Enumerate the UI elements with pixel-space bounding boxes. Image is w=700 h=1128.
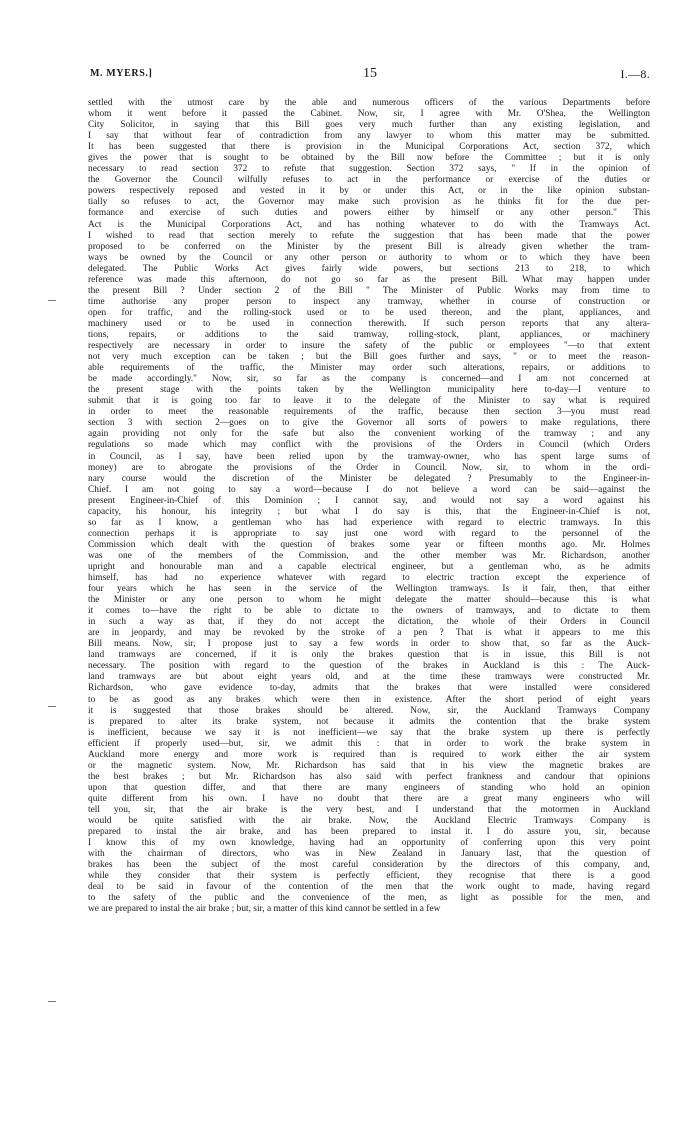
text-line: four years which he has seen in the service of the Wellington tramways. Is it fair, then, that either bbox=[88, 584, 650, 595]
text-line: tell you, sir, that the air brake is the very best, and I understand that the motormen in Auckland bbox=[88, 805, 650, 815]
document-reference: I.—8. bbox=[620, 67, 650, 81]
text-line: brakes has been the subject of the most careful consideration by the directors of this company, and, bbox=[88, 860, 650, 871]
text-line: again providing not only for the safe but also the convenient working of the tramway ; and any bbox=[88, 429, 650, 440]
text-line: Commission which dealt with the question of brakes some year or fifteen months ago. Mr. Holmes bbox=[88, 539, 650, 550]
text-line: so far as I know, a gentleman who has had experience with regard to electric tramways. In this bbox=[88, 517, 650, 528]
text-line: money) are to abrogate the provisions of the Order in Council. Now, sir, to whom in the ordi- bbox=[88, 462, 650, 473]
text-line: Richardson, who gave evidence to-day, admits that the brakes that were installed were considered bbox=[88, 683, 650, 694]
text-line: capacity, his honour, his integrity ; but what I do say is this, that the Engineer-in-Chief is not, bbox=[88, 506, 650, 517]
text-line: the best brakes ; but Mr. Richardson has also said with perfect frankness and candour that opinions bbox=[88, 771, 650, 782]
text-line: the present stage with the points taken by the Wellington municipality here to-day—I venture to bbox=[88, 385, 650, 396]
text-line: deal to be said in favour of the contention of the men that the work ought to made, having regard bbox=[88, 882, 650, 893]
text-line: It has been suggested that there is provision in the Municipal Corporations Act, section 372, which bbox=[88, 142, 650, 153]
text-line: to the safety of the public and the convenience of the men, as light as possible for the men, and bbox=[88, 893, 650, 904]
text-line: necessary. The position with regard to the question of the brakes in Auckland is this : The Auck- bbox=[88, 661, 650, 672]
page-header bbox=[90, 66, 650, 86]
text-line: tions, repairs, or additions to the said tramway, rolling-stock, plant, appliances, or machinery bbox=[88, 329, 650, 340]
text-line: able requirements of the traffic, the Minister may order such alterations, repairs, or additions to bbox=[88, 363, 650, 374]
text-line: in Council, as I say, have been relied upon by the tramway-owner, who has spent large sums of bbox=[88, 451, 650, 462]
text-line: land tramways are concerned, if it is only the brakes question that is in issue, this Bill is not bbox=[88, 650, 650, 661]
text-line: present Engineer-in-Chief of this Dominion ; I cannot say, and would not say a word against his bbox=[88, 495, 650, 506]
text-line: machinery used or to be used in connection therewith. If such person reports that any altera- bbox=[88, 318, 650, 329]
text-line: formance and exercise of such duties and powers either by himself or any other person." This bbox=[88, 208, 650, 219]
text-line: nary course would the discretion of the Minister be delegated ? Presumably to the Engineer-in- bbox=[88, 473, 650, 484]
text-line: or the magnetic system. Now, Mr. Richardson has said that in his view the magnetic brakes are bbox=[88, 760, 650, 771]
text-line: was one of the members of the Commission, and the other member was Mr. Richardson, another bbox=[88, 550, 650, 561]
text-line: is prepared to alter its brake system, not because it admits the contention that the brake system bbox=[88, 716, 650, 727]
text-line: gives the power that is sought to be obtained by the Bill now before the Committee ; but it is only bbox=[88, 153, 650, 164]
text-line: ways be owned by the Council or any other person or authority to whom or to which they have been bbox=[88, 252, 650, 263]
text-line: himself, has had no experience whatever with regard to electric traction except the experience of bbox=[88, 573, 650, 584]
text-line: section 3 with section 2—goes on to give the Governor all sorts of powers to make regulations, there bbox=[88, 418, 650, 429]
text-line: the Governor the Council wilfully refuses to act in the performance or exercise of the duties or bbox=[88, 175, 650, 186]
text-line: Bill means. Now, sir, I propose just to say a few words in order to show that, so far as the Auck- bbox=[88, 639, 650, 650]
text-line: upright and honourable man and a capable electrical engineer, but a gentleman who, as he admits bbox=[88, 561, 650, 572]
margin-mark bbox=[48, 1001, 56, 1002]
text-line: not very much exception can be taken ; but the Bill goes further and says, " or to meet the reason- bbox=[88, 352, 650, 363]
margin-mark bbox=[48, 706, 56, 707]
text-line: settled with the utmost care by the able and numerous officers of the various Departments before bbox=[88, 98, 650, 108]
text-line: I wished to read that section merely to refute the suggestion that has been made that the power bbox=[88, 230, 650, 241]
text-line: is inefficient, because we say it is not inefficient—we say that the brake system up there is perfectly bbox=[88, 727, 650, 738]
text-line: prepared to instal the air brake, and has been prepared to instal it. I do assure you, sir, because bbox=[88, 827, 650, 838]
text-line: necessary to read section 372 to refute that suggestion. Section 372 says, " If in the opinion of bbox=[88, 164, 650, 175]
text-line: submit that it is going too far to leave it to the delegate of the Minister to say what is required bbox=[88, 396, 650, 407]
text-line: Auckland more energy and more work is required than is required to work either the air system bbox=[88, 749, 650, 760]
page-number: 15 bbox=[363, 66, 377, 81]
text-line: in such a way as that, if they do not accept the dictation, the whole of their Orders in Council bbox=[88, 617, 650, 628]
text-line: while they consider that their system is perfectly efficient, they recognise that there is a good bbox=[88, 871, 650, 882]
text-line: are in jeopardy, and may be revoked by the stroke of a pen ? That is what it appears to me this bbox=[88, 628, 650, 639]
text-line: whom it went before it passed the Cabinet. Now, sir, I agree with Mr. O'Shea, the Wellington bbox=[88, 109, 650, 120]
text-line: City Solicitor, in saying that this Bill goes very much further than any existing legislation, and bbox=[88, 120, 650, 131]
text-line: the Minister or any one person to whom he might delegate the matter should—because this is what bbox=[88, 595, 650, 606]
text-line: land tramways are but about eight years old, and at the time these tramways were constructed Mr. bbox=[88, 672, 650, 683]
text-line: I say that without fear of contradiction from any lawyer to whom this matter may be submitted. bbox=[88, 131, 650, 142]
text-line: time authorise any proper person to inspect any tramway, whether in course of construction or bbox=[88, 296, 650, 307]
text-line: quite different from his own. I have no doubt that there are a great many engineers who will bbox=[88, 793, 650, 804]
text-line: proposed to be conferred on the Minister by the present Bill is already given whether the tram- bbox=[88, 241, 650, 252]
text-line: the present Bill ? Under section 2 of the Bill " The Minister of Public Works may from time to bbox=[88, 285, 650, 296]
text-line: would be quite satisfied with the air brake. Now, the Auckland Electric Tramways Company is bbox=[88, 816, 650, 827]
body-text bbox=[88, 98, 650, 915]
text-line: it comes to—have the right to be able to dictate to the owners of tramways, and to dictate to them bbox=[88, 606, 650, 617]
text-line: respectively are necessary in order to insure the safety of the public or employees "—to that extent bbox=[88, 341, 650, 352]
text-line: it is suggested that those brakes should be altered. Now, sir, the Auckland Tramways Company bbox=[88, 705, 650, 716]
text-line: in order to meet the reasonable requirements of the traffic, because then section 3—you must read bbox=[88, 407, 650, 418]
text-line: delegated. The Public Works Act gives fairly wide powers, but sections 213 to 218, to which bbox=[88, 263, 650, 274]
text-line: I know this of my own knowledge, having had an opportunity of conferring upon this very point bbox=[88, 838, 650, 849]
text-line: upon that question differ, and that there are many engineers of standing who hold an opinion bbox=[88, 782, 650, 793]
text-line: connection perhaps it is appropriate to say just one word with regard to the personnel of the bbox=[88, 528, 650, 539]
text-line: Act is the Municipal Corporations Act, and has nothing whatever to do with the Tramways Act. bbox=[88, 219, 650, 230]
text-line: powers respectively reposed and vested in it by or under this Act, or in the like opinion substan- bbox=[88, 186, 650, 197]
margin-mark bbox=[48, 300, 56, 301]
text-line: Chief. I am not going to say a word—because I do not believe a word can be said—against the bbox=[88, 484, 650, 495]
speaker-name: M. MYERS.] bbox=[90, 68, 153, 79]
text-line: we are prepared to instal the air brake ; but, sir, a matter of this kind cannot be settled in a few bbox=[88, 904, 441, 915]
text-line: tially so refuses to act, the Governor may make such provision as he thinks fit for the due per- bbox=[88, 197, 650, 208]
text-line: regulations so made which may conflict with the provisions of the Orders in Council (which Orders bbox=[88, 440, 650, 451]
text-line: reference was made this afternoon, do not go so far as the present Bill. What may happen under bbox=[88, 274, 650, 285]
text-line: with the chairman of directors, who was in New Zealand in January last, that the question of bbox=[88, 849, 650, 860]
text-line: open for traffic, and the rolling-stock used or to be used thereon, and the plant, appliances, and bbox=[88, 307, 650, 318]
text-line: be made accordingly." Now, sir, so far as the company is concerned—and I am not concerned at bbox=[88, 374, 650, 385]
text-line: to be as good as any brakes which were then in existence. After the short period of eight years bbox=[88, 694, 650, 705]
text-line: efficient if properly used—but, sir, we admit this : that in order to work the brake system in bbox=[88, 738, 650, 749]
